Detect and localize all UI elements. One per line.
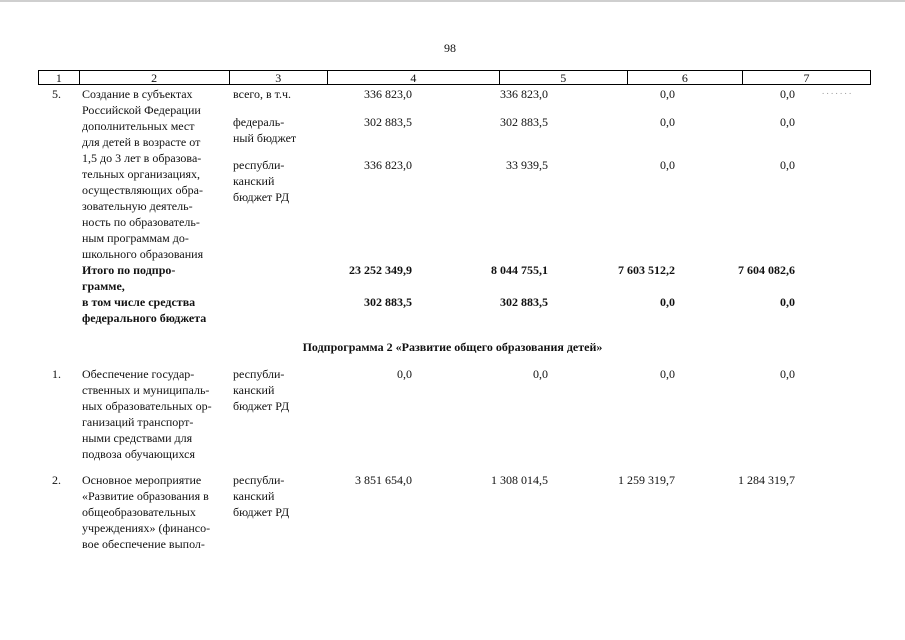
row5-fed-col6: 0,0 xyxy=(660,115,675,129)
row1-col7: 0,0 xyxy=(780,367,795,381)
row2-source: республи- канский бюджет РД xyxy=(233,473,290,519)
federal-col7: 0,0 xyxy=(780,295,795,309)
total-col4: 23 252 349,9 xyxy=(349,263,412,277)
row5-source-republic: республи- канский бюджет РД xyxy=(233,158,290,204)
row5-source-federal: федераль- ный бюджет xyxy=(233,115,297,145)
row5-total-col6: 0,0 xyxy=(660,87,675,101)
row1-col4: 0,0 xyxy=(397,367,412,381)
row1-name: Обеспечение государ- ственных и муниципаль- ных образовательных ор- ганизаций транспорт- ными средствами для подвоза обучающихся xyxy=(82,367,212,461)
total-col5: 8 044 755,1 xyxy=(491,263,548,277)
federal-col5: 302 883,5 xyxy=(500,295,548,309)
total-col6: 7 603 512,2 xyxy=(618,263,675,277)
row5-rep-col4: 336 823,0 xyxy=(364,158,412,172)
row5-rep-col6: 0,0 xyxy=(660,158,675,172)
row5-total-col4: 336 823,0 xyxy=(364,87,412,101)
scan-artifact: . . . . . . . xyxy=(822,86,852,96)
page-number: 98 xyxy=(444,41,456,55)
row1-col5: 0,0 xyxy=(533,367,548,381)
col-7-header: 7 xyxy=(803,71,810,85)
row1-col6: 0,0 xyxy=(660,367,675,381)
row5-source-total: всего, в т.ч. xyxy=(233,87,292,101)
row5-total-col7: 0,0 xyxy=(780,87,795,101)
row5-rep-col7: 0,0 xyxy=(780,158,795,172)
subprogram-title: Подпрограмма 2 «Развитие общего образования детей» xyxy=(302,340,603,354)
row1-number: 1. xyxy=(52,367,61,381)
row5-fed-col7: 0,0 xyxy=(780,115,795,129)
table-header xyxy=(38,70,871,85)
row1-source: республи- канский бюджет РД xyxy=(233,367,290,413)
col-6-header: 6 xyxy=(628,71,743,84)
total-col7: 7 604 082,6 xyxy=(738,263,795,277)
row2-col7: 1 284 319,7 xyxy=(738,473,795,487)
top-border xyxy=(0,0,905,2)
federal-col6: 0,0 xyxy=(660,295,675,309)
subprogram-total-label: Итого по подпро- грамме, в том числе средства федерального бюджета xyxy=(82,263,207,325)
row2-name: Основное мероприятие «Развитие образования в общеобразовательных учреждениях» (финансо- вое обеспечение выпол- xyxy=(82,473,211,551)
row2-col6: 1 259 319,7 xyxy=(618,473,675,487)
col-5-header: 5 xyxy=(500,71,628,84)
col-3-header: 3 xyxy=(230,71,328,84)
row5-fed-col5: 302 883,5 xyxy=(500,115,548,129)
row5-name: Создание в субъектах Российской Федерации дополнительных мест для детей в возрасте от 1,5 до 3 лет в образова- тельных организациях, осуществляющих обра- зовательную деятель- ность по образователь- ным программам до- школьного образования xyxy=(82,87,204,261)
federal-col4: 302 883,5 xyxy=(364,295,412,309)
col-1-header: 1 xyxy=(39,71,80,84)
row2-number: 2. xyxy=(52,473,61,487)
col-2-header: 2 xyxy=(80,71,230,84)
col-4-header: 4 xyxy=(328,71,500,84)
row5-total-col5: 336 823,0 xyxy=(500,87,548,101)
row5-rep-col5: 33 939,5 xyxy=(506,158,548,172)
row5-fed-col4: 302 883,5 xyxy=(364,115,412,129)
row5-number: 5. xyxy=(52,87,61,101)
row2-col5: 1 308 014,5 xyxy=(491,473,548,487)
row2-col4: 3 851 654,0 xyxy=(355,473,412,487)
